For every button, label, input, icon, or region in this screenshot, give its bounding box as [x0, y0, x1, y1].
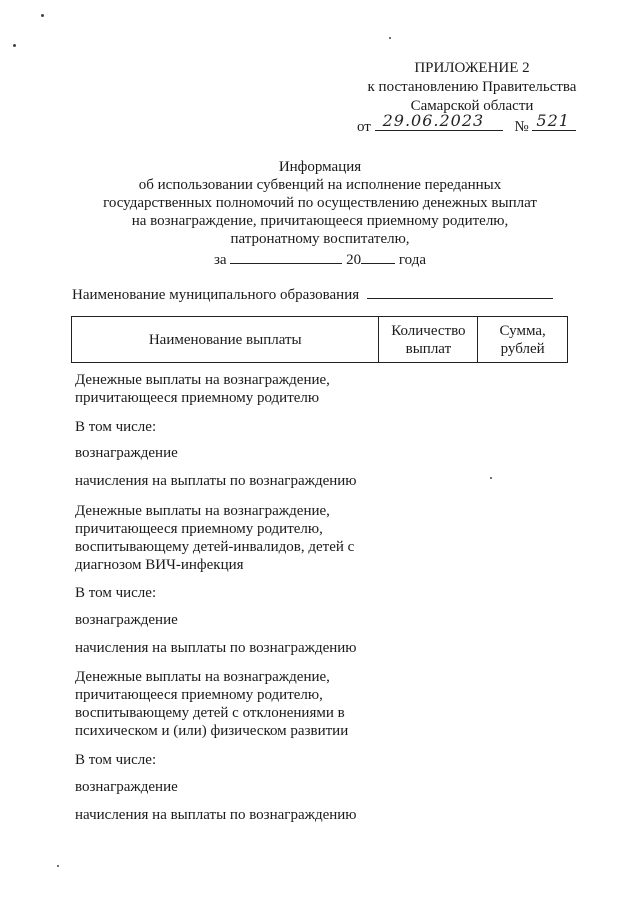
header-count-line-1: Количество	[391, 322, 466, 339]
scan-speck	[41, 14, 44, 17]
scan-speck	[490, 477, 492, 479]
period-blank	[230, 249, 342, 264]
row-text: Денежные выплаты на вознаграждение,	[75, 503, 330, 519]
appendix-title: ПРИЛОЖЕНИЕ 2	[414, 60, 530, 76]
info-block	[60, 158, 580, 269]
row-subheading: В том числе:	[75, 752, 157, 768]
number-prefix: №	[514, 119, 529, 135]
number-field	[532, 111, 576, 131]
row-title	[75, 502, 354, 574]
row-title	[75, 668, 348, 740]
period-year: 20	[346, 252, 362, 268]
info-line: государственных полномочий по осуществлению денежных выплат	[103, 195, 537, 211]
appendix-date-line	[357, 111, 576, 136]
municipality-line	[72, 284, 553, 304]
row-subheading: В том числе:	[75, 585, 157, 601]
header-payment-name-text: Наименование выплаты	[148, 331, 302, 348]
period-prefix: за	[214, 252, 227, 268]
row-text: причитающееся приемному родителю	[75, 390, 320, 406]
row-text: воспитывающему детей-инвалидов, детей с	[75, 539, 355, 555]
row-text: воспитывающему детей с отклонениями в	[75, 705, 345, 721]
row-text: причитающееся приемному родителю,	[75, 687, 323, 703]
appendix-line-1: к постановлению Правительства	[367, 79, 577, 95]
row-text: диагнозом ВИЧ-инфекция	[75, 557, 244, 573]
handwritten-number: 521	[536, 111, 570, 130]
info-line: на вознаграждение, причитающееся приемному родителю,	[131, 213, 509, 229]
scan-speck	[13, 44, 16, 47]
row-item: вознаграждение	[75, 445, 178, 461]
header-amount-line-1: Сумма,	[499, 322, 546, 339]
municipality-blank	[367, 284, 553, 299]
header-amount	[478, 317, 568, 363]
scan-speck	[389, 37, 391, 39]
row-item: начисления на выплаты по вознаграждению	[75, 473, 357, 489]
row-item: вознаграждение	[75, 612, 178, 628]
municipality-label: Наименование муниципального образования	[72, 287, 360, 303]
handwritten-date: 29.06.2023	[382, 111, 485, 130]
scan-speck	[57, 865, 59, 867]
header-count-line-2: выплат	[405, 340, 452, 357]
period-suffix: года	[398, 252, 426, 268]
row-item: вознаграждение	[75, 779, 178, 795]
row-text: психическом и (или) физическом развитии	[75, 723, 349, 739]
row-item: начисления на выплаты по вознаграждению	[75, 807, 357, 823]
row-text: Денежные выплаты на вознаграждение,	[75, 372, 330, 388]
period-line	[60, 249, 580, 269]
appendix-line-2: Самарской области	[410, 98, 534, 114]
payments-table-header	[71, 316, 568, 363]
info-title: Информация	[278, 159, 362, 175]
date-field	[375, 111, 503, 131]
info-line: об использовании субвенций на исполнение переданных	[138, 177, 502, 193]
info-line: патронатному воспитателю,	[230, 231, 410, 247]
row-subheading: В том числе:	[75, 419, 157, 435]
year-blank	[361, 249, 395, 264]
row-title	[75, 371, 330, 407]
header-amount-line-2: рублей	[500, 340, 545, 357]
appendix-header	[357, 59, 587, 116]
row-text: причитающееся приемному родителю,	[75, 521, 323, 537]
header-count	[379, 317, 478, 363]
date-prefix: от	[357, 119, 371, 135]
row-item: начисления на выплаты по вознаграждению	[75, 640, 357, 656]
header-payment-name	[72, 317, 379, 363]
row-text: Денежные выплаты на вознаграждение,	[75, 669, 330, 685]
